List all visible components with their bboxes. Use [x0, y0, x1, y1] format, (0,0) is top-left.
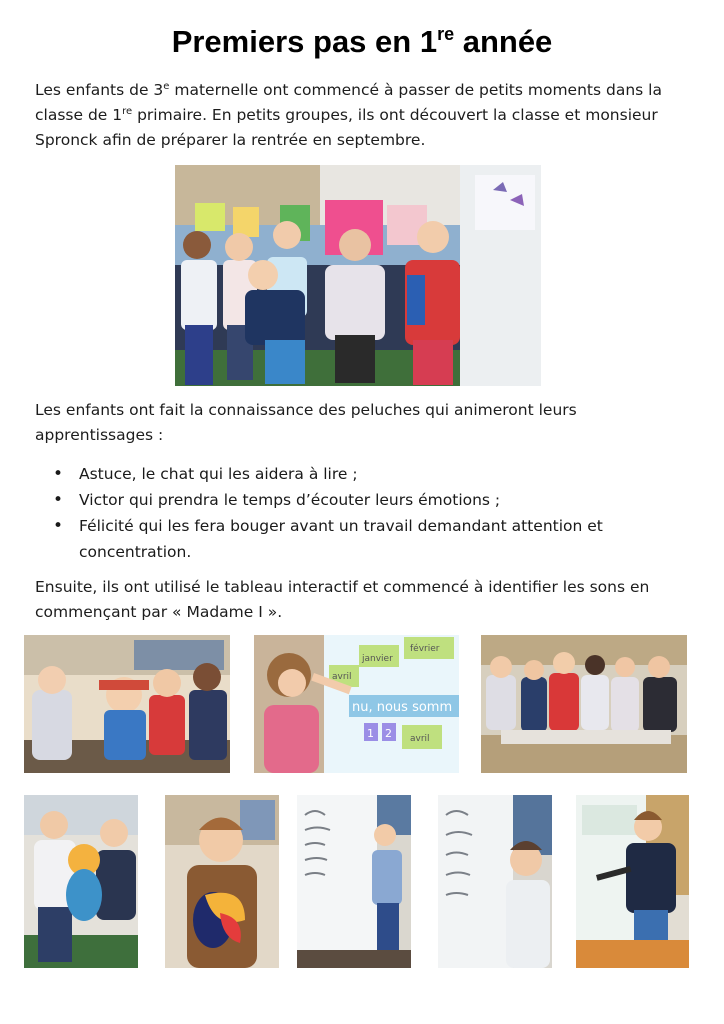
- intro-text-1: Les enfants de 3: [35, 81, 164, 99]
- title-main: Premiers pas en 1: [171, 24, 438, 59]
- list-item: • Félicité qui les fera bouger avant un travail demandant attention et concentration.: [35, 513, 675, 565]
- closing-paragraph: Ensuite, ils ont utilisé le tableau interactif et commencé à identifier les sons en commençant par « Madame I ».: [35, 578, 650, 621]
- board-month-bottom: avril: [410, 734, 430, 744]
- page-title: [0, 24, 724, 60]
- photo-boy-writing-board: [438, 795, 552, 968]
- list-item: • Victor qui prendra le temps d’écouter leurs émotions ;: [35, 487, 675, 513]
- intro-text-3: primaire. En petits groupes, ils ont découvert la classe et monsieur Spronck afin de préparer la rentrée en septembre.: [35, 106, 658, 149]
- photo-boys-with-plush: [24, 795, 138, 968]
- photo-boy-with-toucan: [165, 795, 279, 968]
- board-month-0: avril: [332, 672, 352, 682]
- board-number-1: 1: [367, 727, 374, 740]
- title-sup: re: [437, 24, 455, 44]
- list-item: • Astuce, le chat qui les aidera à lire ;: [35, 461, 675, 487]
- board-month-1: janvier: [362, 654, 393, 664]
- intro-text-2: maternelle ont commencé à passer de petits moments dans la classe de 1: [35, 81, 662, 124]
- plush-list: [35, 461, 675, 565]
- board-number-2: 2: [385, 727, 392, 740]
- title-tail: année: [454, 24, 553, 59]
- photo-children-bench: [481, 635, 687, 773]
- plush-intro-paragraph: Les enfants ont fait la connaissance des peluches qui animeront leurs apprentissages :: [35, 401, 577, 444]
- intro-paragraph: [35, 78, 685, 153]
- intro-sup-1: e: [163, 81, 170, 92]
- board-month-2: février: [410, 644, 440, 654]
- photo-girl-writing-board: [297, 795, 411, 968]
- photo-children-with-plush: [24, 635, 230, 773]
- board-phrase: nu, nous somm: [352, 700, 453, 715]
- intro-sup-2: re: [122, 106, 133, 117]
- group-photo: [175, 165, 541, 386]
- photo-boy-pointing-board: [576, 795, 689, 968]
- photo-girl-at-board: [254, 635, 459, 773]
